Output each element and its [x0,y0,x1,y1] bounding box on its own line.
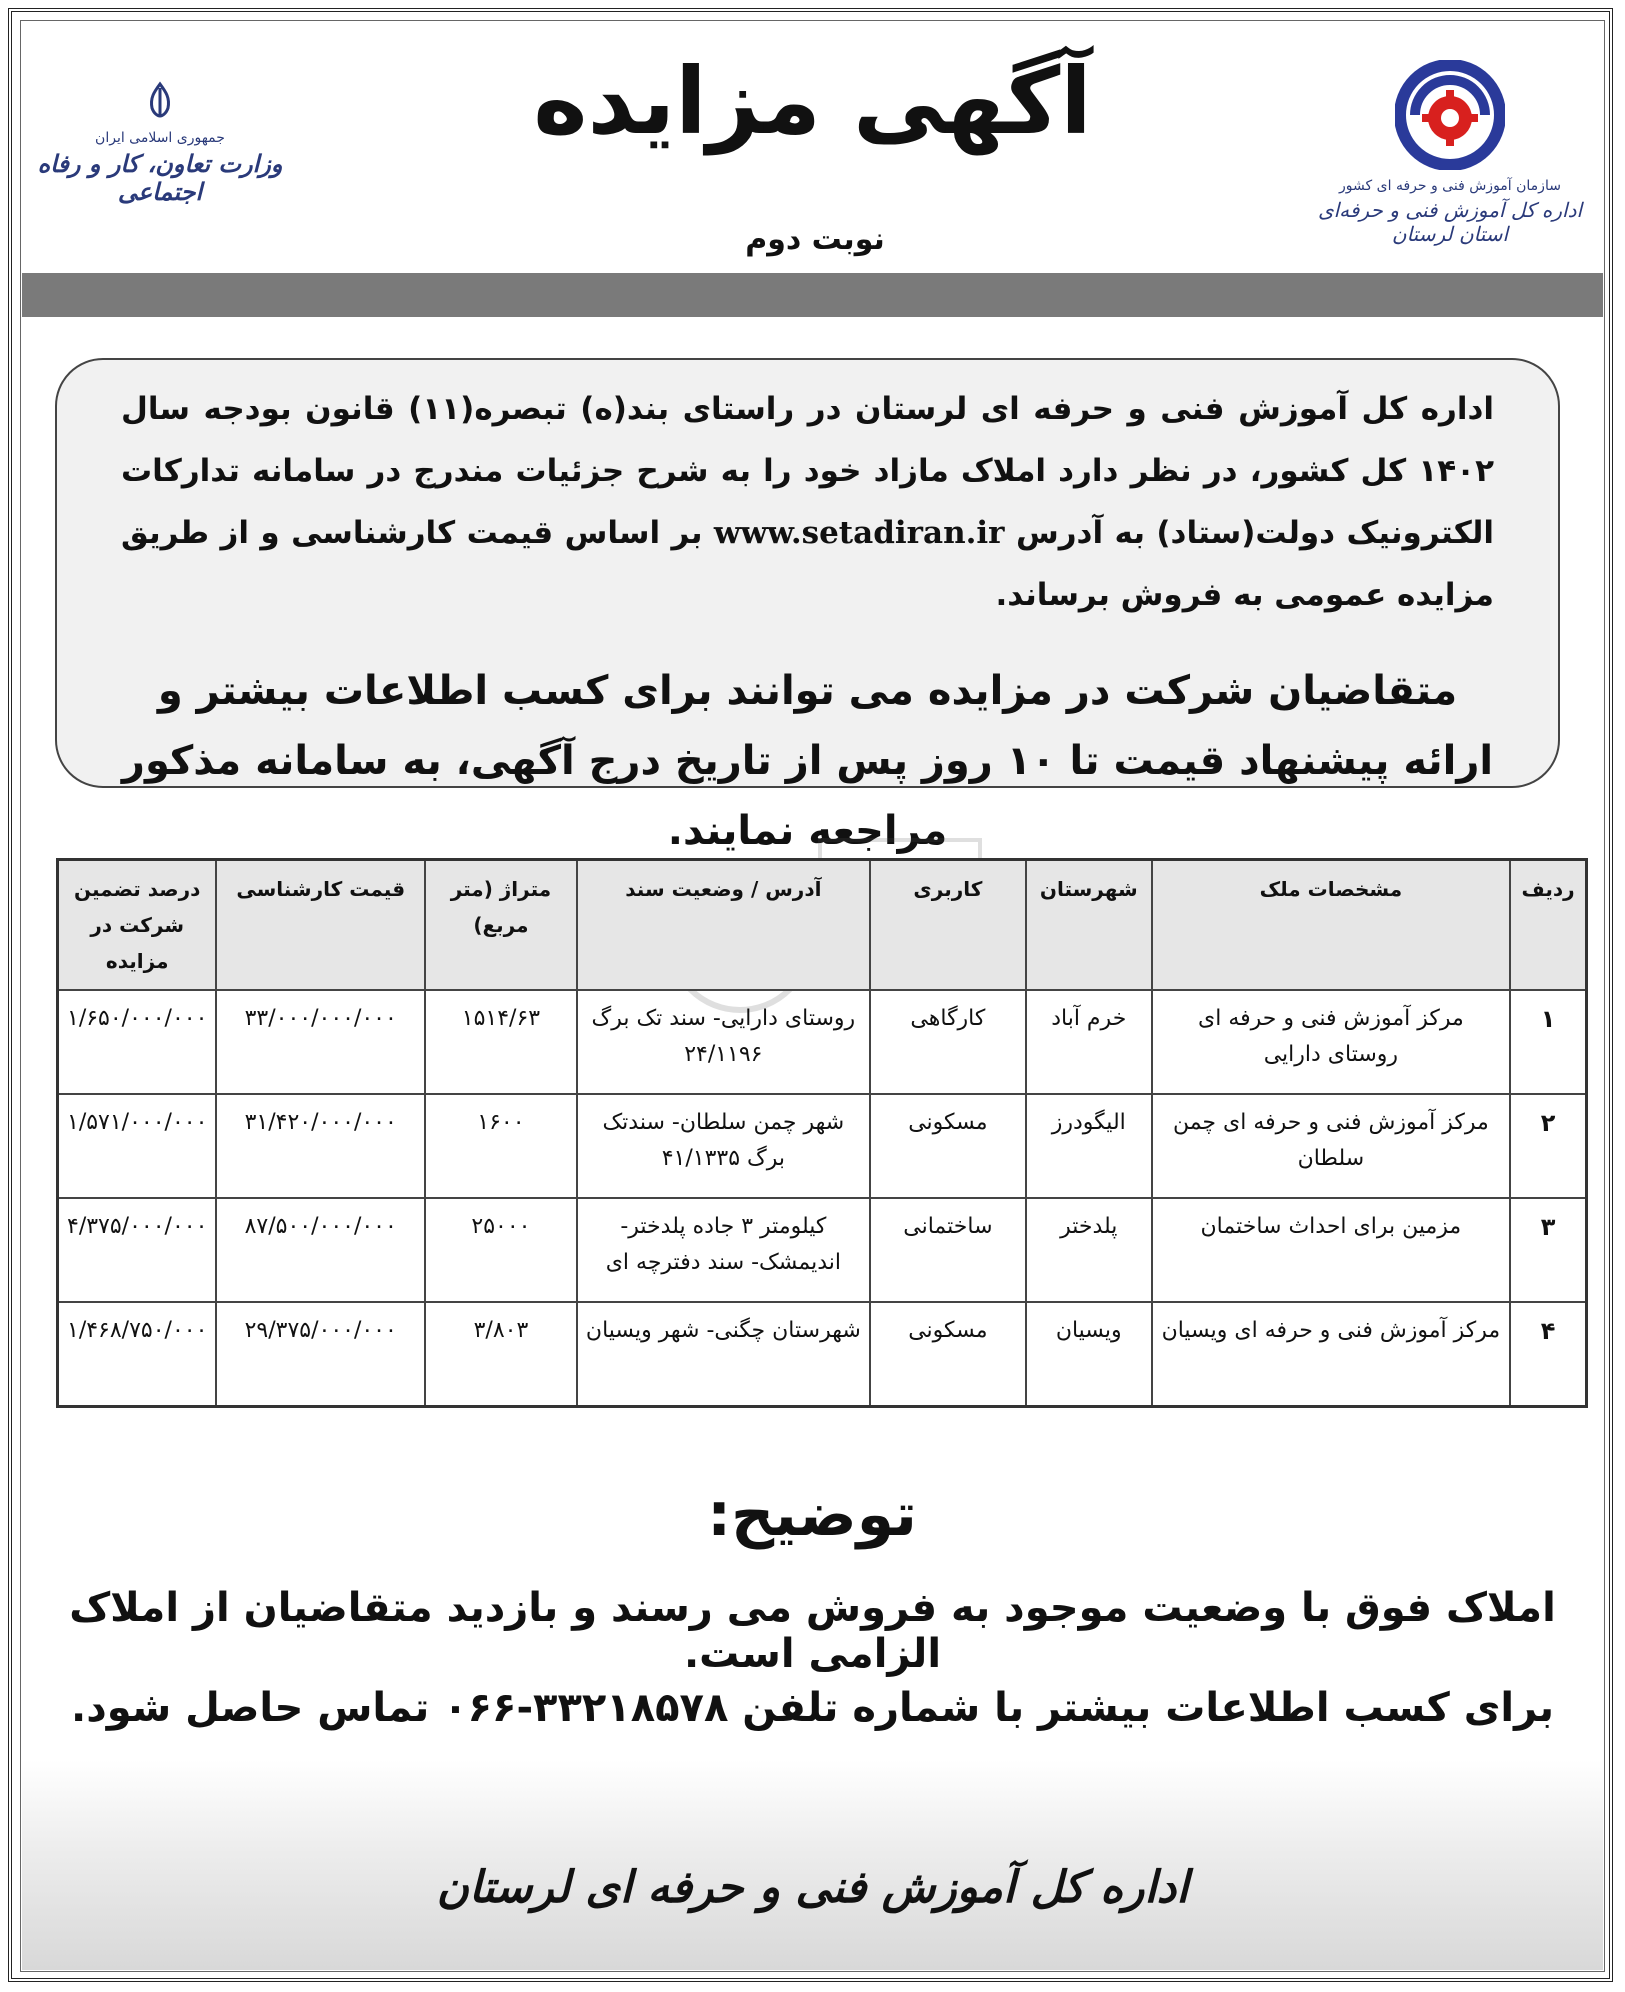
cell-usage: کارگاهی [870,990,1026,1094]
cell-city: الیگودرز [1026,1094,1152,1198]
notes-title: توضیح: [707,1480,917,1550]
notes-line-1: املاک فوق با وضعیت موجود به فروش می رسند و بازدید متقاضیان از املاک الزامی است. [69,1585,1556,1677]
header-divider-bar [22,273,1603,317]
cell-guarantee: ۱/۶۵۰/۰۰۰/۰۰۰ [58,990,217,1094]
header-usage: کاربری [870,860,1026,991]
header-guarantee: درصد تضمین شرکت در مزایده [58,860,217,991]
auction-table-wrapper [56,858,1588,1408]
auction-table [56,858,1588,1408]
cell-guarantee: ۱/۴۶۸/۷۵۰/۰۰۰ [58,1302,217,1407]
cell-area: ۱۶۰۰ [425,1094,577,1198]
ministry-logo-block [30,80,290,210]
cell-row-number: ۳ [1510,1198,1586,1302]
cell-row-number: ۲ [1510,1094,1586,1198]
iran-emblem-icon [140,80,180,120]
tvto-org-line2: اداره کل آموزش فنی و حرفه‌ای استان لرستان [1317,198,1583,246]
cell-city: ویسیان [1026,1302,1152,1407]
tvto-logo-icon [1395,60,1505,170]
intro-text-after-url: بر اساس قیمت کارشناسی و از طریق مزایده عمومی به فروش برساند. [121,515,1494,613]
cell-area: ۳/۸۰۳ [425,1302,577,1407]
cell-usage: مسکونی [870,1302,1026,1407]
cell-price: ۸۷/۵۰۰/۰۰۰/۰۰۰ [216,1198,425,1302]
intro-box [55,358,1560,854]
government-label: جمهوری اسلامی ایران [95,130,225,146]
footer-signature: اداره کل آموزش فنی و حرفه ای لرستان [436,1862,1189,1913]
cell-property: مزمین برای احداث ساختمان [1152,1198,1511,1302]
setad-url-link[interactable]: www.setadiran.ir [713,515,1005,551]
notes-line-2: برای کسب اطلاعات بیشتر با شماره تلفن ۳۳۲۱۸۵۷۸-۰۶۶ تماس حاصل شود. [71,1685,1554,1731]
header-city: شهرستان [1026,860,1152,991]
cell-city: خرم آباد [1026,990,1152,1094]
page-subtitle: نوبت دوم [745,222,885,257]
cell-guarantee: ۴/۳۷۵/۰۰۰/۰۰۰ [58,1198,217,1302]
table-row [58,1302,1587,1407]
intro-text-before-url: اداره کل آموزش فنی و حرفه ای لرستان در راستای بند(ه) تبصره(۱۱) قانون بودجه سال ۱۴۰۲ کل کشور، در نظر دارد املاک مازاد خود را به شرح جزئیات مندرج در سامانه تدارکات الکترونیک دولت(ستاد) به آدرس [121,391,1494,551]
tvto-org-line1: سازمان آموزش فنی و حرفه ای کشور [1339,178,1561,194]
cell-address: شهر چمن سلطان- سندتک برگ ۴۱/۱۳۳۵ [577,1094,870,1198]
header-row-number: ردیف [1510,860,1586,991]
cell-property: مرکز آموزش فنی و حرفه ای چمن سلطان [1152,1094,1511,1198]
table-row [58,990,1587,1094]
cell-price: ۳۳/۰۰۰/۰۰۰/۰۰۰ [216,990,425,1094]
header-property: مشخصات ملک [1152,860,1511,991]
table-row [58,1094,1587,1198]
cell-property: مرکز آموزش فنی و حرفه ای ویسیان [1152,1302,1511,1407]
cell-row-number: ۴ [1510,1302,1586,1407]
table-header-row [58,860,1587,991]
cell-address: کیلومتر ۳ جاده پلدختر- اندیمشک- سند دفترچه ای [577,1198,870,1302]
cell-address: شهرستان چگنی- شهر ویسیان [577,1302,870,1407]
ministry-label: وزارت تعاون، کار و رفاه اجتماعی [37,150,283,206]
cell-price: ۲۹/۳۷۵/۰۰۰/۰۰۰ [216,1302,425,1407]
header-area: متراژ (متر مربع) [425,860,577,991]
intro-call-to-action: متقاضیان شرکت در مزایده می توانند برای کسب اطلاعات بیشتر و ارائه پیشنهاد قیمت تا ۱۰ روز پس از تاریخ درج آگهی، به سامانه مذکور مراجعه نمایند. [121,668,1494,854]
table-row [58,1198,1587,1302]
header-price: قیمت کارشناسی [216,860,425,991]
cell-area: ۲۵۰۰۰ [425,1198,577,1302]
cell-city: پلدختر [1026,1198,1152,1302]
cell-property: مرکز آموزش فنی و حرفه ای روستای دارایی [1152,990,1511,1094]
cell-address: روستای دارایی- سند تک برگ ۲۴/۱۱۹۶ [577,990,870,1094]
cell-guarantee: ۱/۵۷۱/۰۰۰/۰۰۰ [58,1094,217,1198]
cell-row-number: ۱ [1510,990,1586,1094]
cell-usage: ساختمانی [870,1198,1026,1302]
header-address: آدرس / وضعیت سند [577,860,870,991]
cell-usage: مسکونی [870,1094,1026,1198]
tvto-logo-block [1300,60,1600,250]
cell-area: ۱۵۱۴/۶۳ [425,990,577,1094]
cell-price: ۳۱/۴۲۰/۰۰۰/۰۰۰ [216,1094,425,1198]
intro-paragraph [121,378,1494,626]
page-title: آگهی مزایده [533,48,1092,155]
